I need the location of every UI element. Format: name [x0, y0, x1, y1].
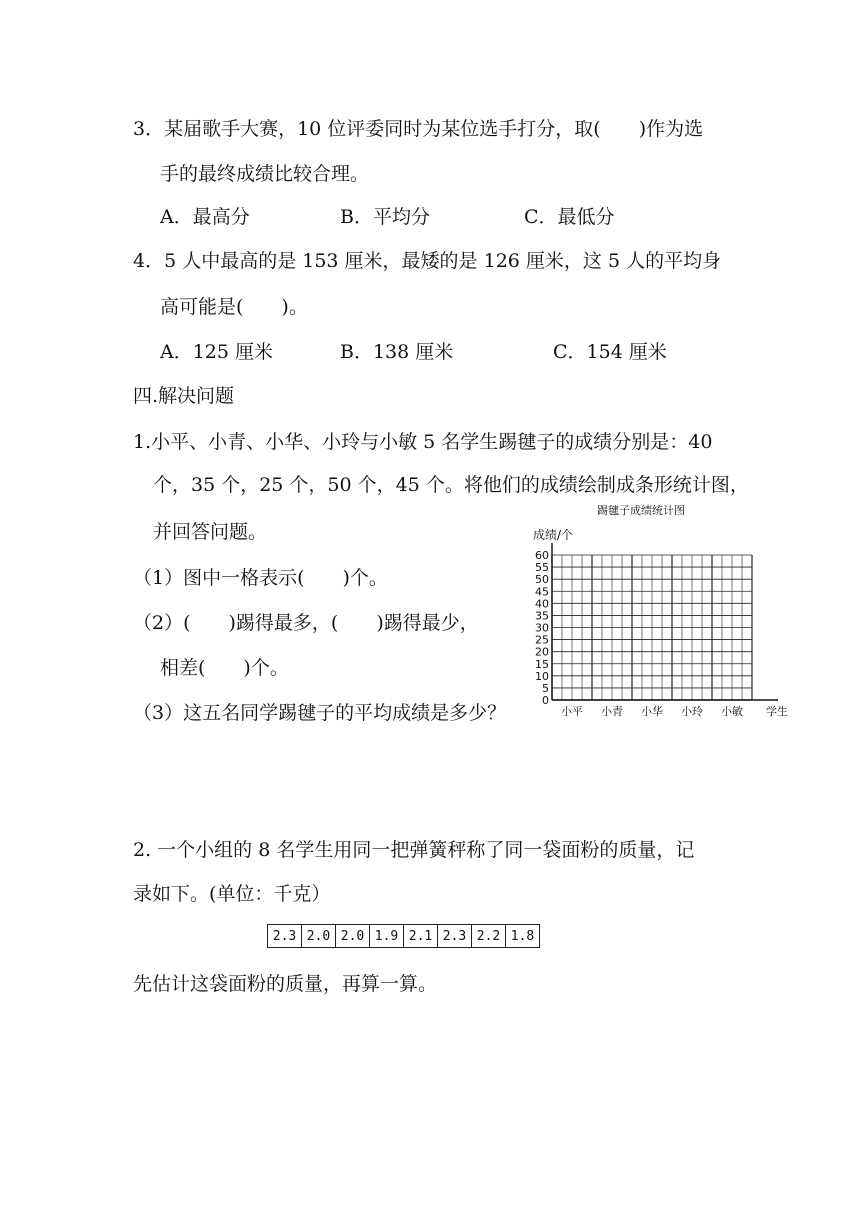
y-tick-label: 35 [535, 609, 549, 623]
mass-cell: 2.0 [336, 925, 370, 948]
mass-cell: 2.3 [438, 925, 472, 948]
q3-stem-line2: 手的最终成绩比较合理。 [160, 163, 370, 185]
y-tick-label: 40 [535, 597, 549, 611]
p1-sub2b: 相差( )个。 [160, 657, 289, 679]
mass-cell: 2.0 [302, 925, 336, 948]
q4-stem-line2: 高可能是( )。 [160, 296, 308, 318]
y-tick-label: 10 [535, 669, 549, 683]
q3-stem-line1: 3．某届歌手大赛，10 位评委同时为某位选手打分，取( )作为选 [133, 118, 704, 140]
x-category-label: 小华 [641, 705, 663, 718]
p2-line2: 录如下。(单位：千克） [133, 883, 331, 905]
p1-line3: 并回答问题。 [153, 521, 268, 543]
y-tick-label: 55 [535, 561, 549, 575]
p1-sub1: （1）图中一格表示( )个。 [133, 567, 388, 589]
x-axis-label: 学生 [766, 705, 788, 718]
p2-line3: 先估计这袋面粉的质量，再算一算。 [133, 973, 438, 995]
y-tick-label: 25 [535, 633, 549, 647]
q4-option-b: B．138 厘米 [340, 341, 454, 363]
p1-sub3: （3）这五名同学踢毽子的平均成绩是多少？ [133, 702, 507, 724]
y-tick-label: 0 [542, 694, 549, 707]
x-category-label: 小敏 [721, 705, 743, 718]
mass-cell: 1.9 [370, 925, 404, 948]
y-tick-label: 30 [535, 621, 549, 635]
y-tick-label: 5 [542, 681, 549, 695]
section-heading: 四.解决问题 [133, 385, 235, 407]
q4-stem-line1: 4．5 人中最高的是 153 厘米，最矮的是 126 厘米，这 5 人的平均身 [133, 250, 722, 272]
p1-line1: 1.小平、小青、小华、小玲与小敏 5 名学生踢毽子的成绩分别是：40 [133, 431, 713, 453]
q3-option-b: B．平均分 [340, 206, 430, 228]
y-tick-label: 15 [535, 657, 549, 671]
y-tick-label: 60 [535, 549, 549, 562]
p1-line2: 个，35 个，25 个，50 个，45 个。将他们的成绩绘制成条形统计图， [153, 474, 749, 496]
q4-option-a: A．125 厘米 [160, 341, 274, 363]
mass-cell: 1.8 [506, 925, 540, 948]
q3-option-a: A．最高分 [160, 206, 250, 228]
y-tick-label: 20 [535, 645, 549, 659]
mass-cell: 2.3 [268, 925, 302, 948]
chart-title: 踢毽子成绩统计图 [597, 504, 685, 517]
y-tick-label: 45 [535, 585, 549, 599]
mass-table [267, 924, 540, 948]
q4-option-c: C．154 厘米 [553, 341, 667, 363]
x-category-label: 小平 [561, 705, 583, 718]
mass-row [268, 925, 540, 948]
q3-option-c: C．最低分 [524, 206, 615, 228]
chart-y-axis-label: 成绩/个 [533, 528, 574, 542]
x-category-label: 小青 [601, 705, 623, 718]
p2-line1: 2. 一个小组的 8 名学生用同一把弹簧秤称了同一袋面粉的质量，记 [133, 839, 695, 861]
mass-cell: 2.2 [472, 925, 506, 948]
p1-sub2a: （2）( )踢得最多，( )踢得最少， [133, 612, 479, 634]
bar-chart [520, 540, 800, 725]
x-category-label: 小玲 [681, 705, 703, 718]
y-tick-label: 50 [535, 573, 549, 587]
mass-cell: 2.1 [404, 925, 438, 948]
